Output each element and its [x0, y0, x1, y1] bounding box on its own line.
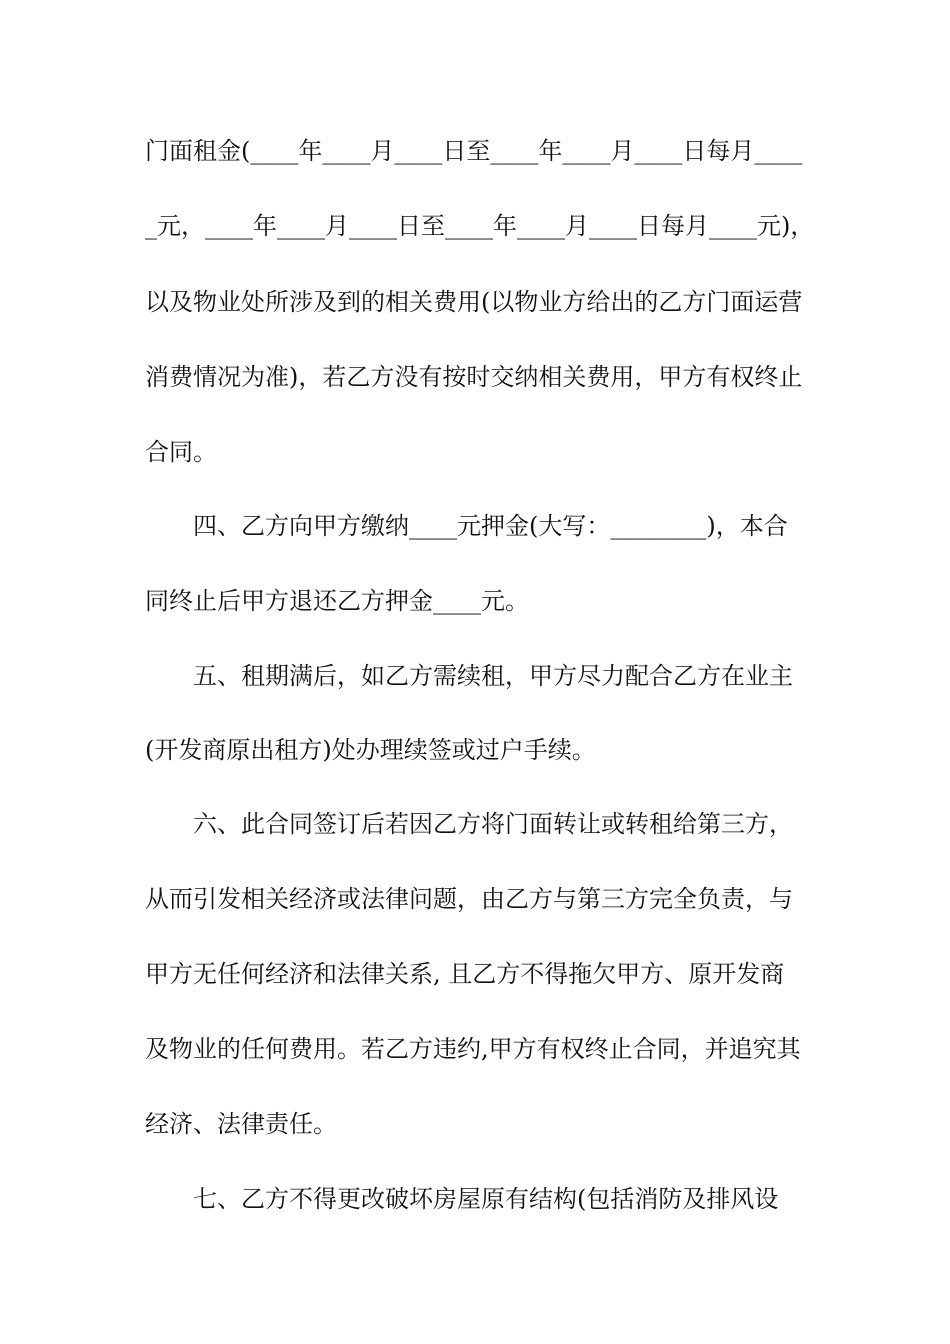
clause-seven-line: 七、乙方不得更改破坏房屋原有结构(包括消防及排风设	[193, 1185, 779, 1213]
clause-six-line: 六、此合同签订后若因乙方将门面转让或转租给第三方，	[193, 810, 793, 838]
clause-four-line: 同终止后甲方退还乙方押金____元。	[145, 587, 529, 615]
paragraph-line: 门面租金(____年____月____日至____年____月____日每月____	[145, 137, 803, 165]
paragraph-line: 以及物业处所涉及到的相关费用(以物业方给出的乙方门面运营	[145, 288, 803, 316]
clause-six-line: 经济、法律责任。	[145, 1110, 337, 1138]
paragraph-line: _元，____年____月____日至____年____月____日每月____元)，	[145, 212, 815, 240]
paragraph-line: 合同。	[145, 438, 217, 466]
clause-six-line: 从而引发相关经济或法律问题，由乙方与第三方完全负责，与	[145, 885, 793, 913]
clause-six-line: 甲方无任何经济和法律关系, 且乙方不得拖欠甲方、原开发商	[145, 960, 785, 988]
paragraph-line: 消费情况为准)，若乙方没有按时交纳相关费用，甲方有权终止	[145, 363, 803, 391]
clause-four-line: 四、乙方向甲方缴纳____元押金(大写：________)，本合	[193, 512, 788, 540]
clause-five-line: 五、租期满后，如乙方需续租，甲方尽力配合乙方在业主	[193, 662, 793, 690]
clause-five-line: (开发商原出租方)处办理续签或过户手续。	[145, 736, 596, 764]
clause-six-line: 及物业的任何费用。若乙方违约,甲方有权终止合同，并追究其	[145, 1035, 801, 1063]
